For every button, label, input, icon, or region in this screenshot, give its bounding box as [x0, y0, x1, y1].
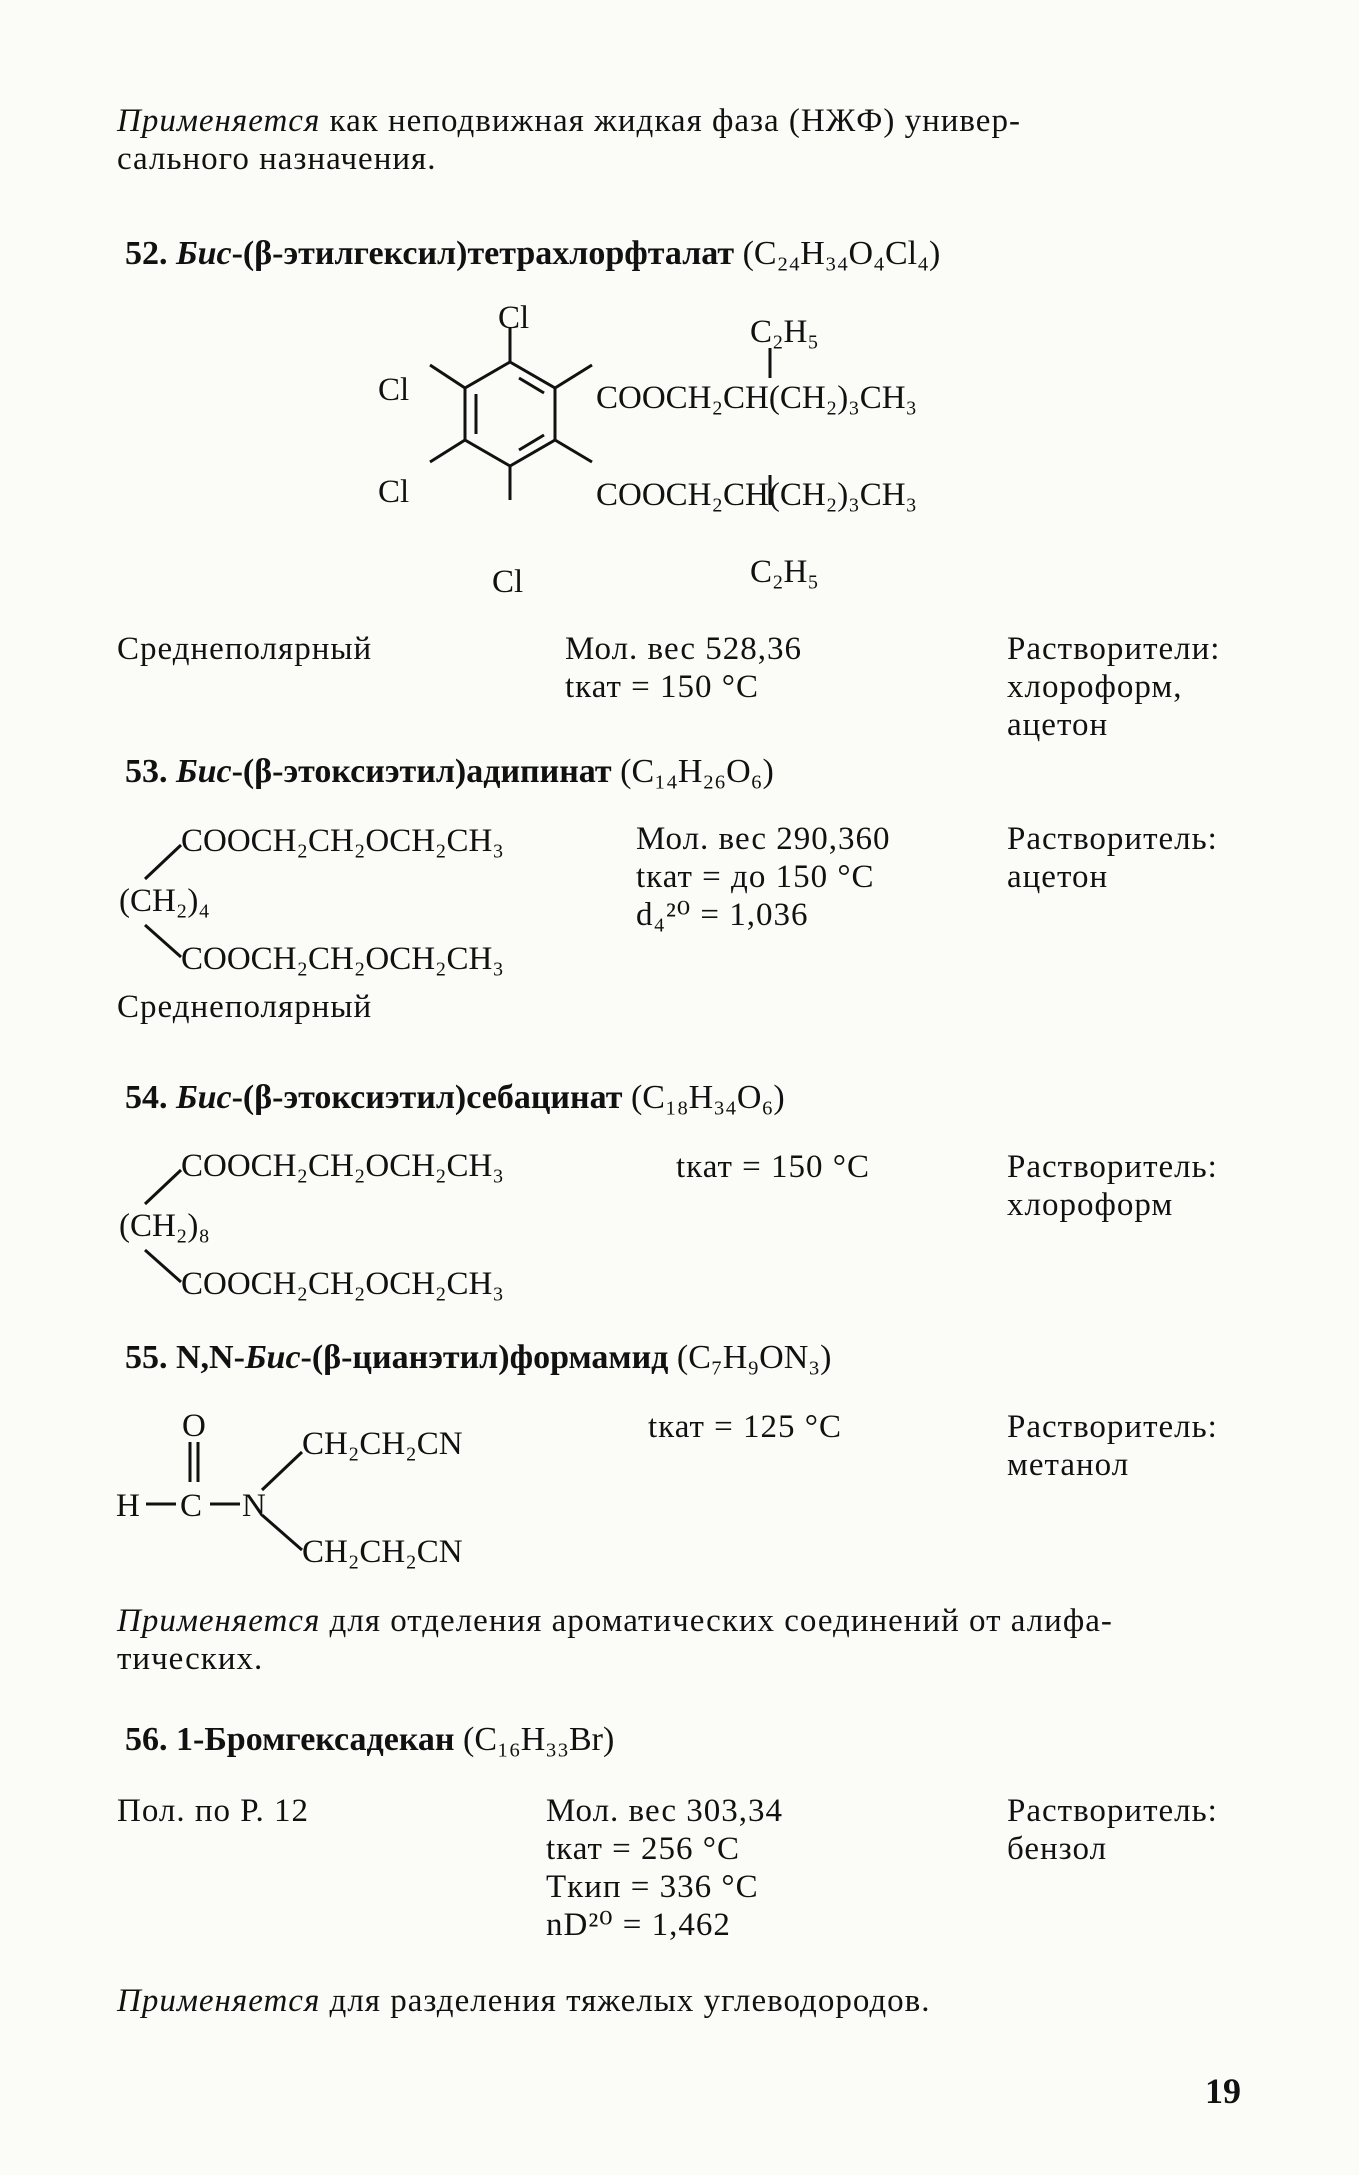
prop-line: tкат = 150 °C	[565, 669, 759, 705]
sebacate-top: COOCH₂CH₂OCH₂CH₃	[181, 1148, 504, 1184]
entry-55-props	[648, 1408, 842, 1446]
solvent-line: Растворитель:	[1007, 821, 1218, 857]
prop-line: tкат = до 150 °C	[636, 859, 875, 895]
prop-line: nD²⁰ = 1,462	[546, 1907, 731, 1943]
cl-left-upper: Cl	[378, 372, 410, 408]
benzene-ring	[465, 362, 555, 466]
entry-55-prefix: N,N-	[176, 1339, 245, 1376]
entry-52-number: 52.	[125, 235, 168, 272]
adipate-top: COOCH₂CH₂OCH₂CH₃	[181, 823, 504, 859]
entry-52-structure	[360, 300, 1000, 610]
solvent-line: метанол	[1007, 1447, 1130, 1483]
prop-line: tкат = 256 °C	[546, 1831, 740, 1867]
amide-nitrogen: N	[242, 1488, 266, 1524]
prop-line: Tкип = 336 °C	[546, 1869, 759, 1905]
entry-55-number: 55.	[125, 1339, 168, 1376]
intro-text-1: как неподвижная жидкая фаза (НЖФ) универ-	[329, 103, 1021, 139]
entry-54-name: -(β-этоксиэтил)себацинат	[231, 1079, 623, 1116]
ethyl-top: C₂H₅	[750, 314, 819, 350]
solvent-line: ацетон	[1007, 859, 1109, 895]
entry-56-number: 56.	[125, 1721, 168, 1758]
entry-54-number: 54.	[125, 1079, 168, 1116]
prop-line: Мол. вес 528,36	[565, 631, 803, 667]
entry-55-heading	[125, 1338, 831, 1378]
entry-54-solvent	[1007, 1148, 1218, 1224]
prop-line: tкат = 150 °C	[676, 1149, 870, 1185]
entry-54-formula: (C₁₈H₃₄O₆)	[630, 1079, 785, 1116]
adipate-bottom: COOCH₂CH₂OCH₂CH₃	[181, 941, 504, 977]
cl-top: Cl	[498, 300, 530, 336]
entry-53-name-italic: Бис	[176, 753, 232, 790]
entry-54-name-italic: Бис	[176, 1079, 232, 1116]
entry-56-solvent	[1007, 1792, 1218, 1868]
solvent-line: Растворитель:	[1007, 1149, 1218, 1185]
sebacate-bottom: COOCH₂CH₂OCH₂CH₃	[181, 1266, 504, 1302]
carbonyl-carbon: C	[180, 1488, 203, 1524]
entry-55-note-line-2: тических.	[117, 1641, 264, 1677]
entry-56-name: 1-Бромгексадекан	[176, 1721, 455, 1758]
ester-top: COOCH₂CH(CH₂)₃CH₃	[596, 380, 918, 416]
entry-56-props	[546, 1792, 783, 1944]
entry-53-number: 53.	[125, 753, 168, 790]
entry-52-polarity: Среднеполярный	[117, 631, 373, 667]
entry-54-props	[676, 1148, 870, 1186]
entry-55-formula: (C₇H₉ON₃)	[676, 1339, 832, 1376]
note-text: для отделения ароматических соединений от алифа-	[329, 1603, 1113, 1639]
cyanoethyl-top: CH₂CH₂CN	[302, 1426, 463, 1462]
note-lead: Применяется	[117, 1983, 321, 2019]
carbonyl-oxygen: O	[182, 1408, 206, 1444]
entry-54-heading	[125, 1078, 785, 1118]
intro-lead: Применяется	[117, 103, 321, 139]
entry-52-formula: (C₂₄H₃₄O₄Cl₄)	[742, 235, 941, 272]
entry-55-note-line-1	[117, 1602, 1113, 1640]
ester-bottom: COOCH₂CH(CH₂)₃CH₃	[596, 477, 918, 513]
formyl-hydrogen: H	[116, 1488, 140, 1524]
solvent-line: хлороформ,	[1007, 669, 1183, 705]
entry-55-name: -(β-цианэтил)формамид	[300, 1339, 669, 1376]
entry-56-source: Пол. по Р. 12	[117, 1793, 310, 1829]
entry-53-name: -(β-этоксиэтил)адипинат	[231, 753, 612, 790]
entry-53-props	[636, 820, 891, 934]
entry-52-name: -(β-этилгексил)тетрахлорфталат	[231, 235, 735, 272]
entry-56-formula: (C₁₆H₃₃Br)	[463, 1721, 615, 1758]
entry-53-heading	[125, 752, 774, 792]
solvent-line: Растворитель:	[1007, 1793, 1218, 1829]
entry-52-props	[565, 630, 802, 706]
entry-53-polarity: Среднеполярный	[117, 989, 373, 1025]
note-lead: Применяется	[117, 1603, 321, 1639]
entry-55-name-italic: Бис	[244, 1339, 301, 1376]
solvent-line: хлороформ	[1007, 1187, 1174, 1223]
sebacate-middle: (CH₂)₈	[119, 1208, 210, 1244]
entry-53-formula: (C₁₄H₂₆O₆)	[620, 753, 774, 790]
entry-56-heading	[125, 1720, 614, 1760]
intro-line-2: сального назначения.	[117, 141, 437, 177]
entry-54-structure	[115, 1140, 585, 1305]
prop-line: d₄²⁰ = 1,036	[636, 897, 809, 933]
entry-52-heading	[125, 234, 940, 274]
entry-52-solvent	[1007, 630, 1220, 744]
page-number: 19	[1205, 2071, 1241, 2111]
entry-52-name-italic: Бис	[176, 235, 232, 272]
ethyl-bottom: C₂H₅	[750, 554, 819, 590]
entry-53-solvent	[1007, 820, 1218, 896]
entry-55-solvent	[1007, 1408, 1218, 1484]
solvent-line: бензол	[1007, 1831, 1108, 1867]
solvent-line: Растворитель:	[1007, 1409, 1218, 1445]
solvent-line: ацетон	[1007, 707, 1109, 743]
prop-line: Мол. вес 290,360	[636, 821, 891, 857]
note-text: для разделения тяжелых углеводородов.	[329, 1983, 931, 2019]
solvent-line: Растворители:	[1007, 631, 1221, 667]
cl-bottom: Cl	[492, 564, 524, 600]
cyanoethyl-bottom: CH₂CH₂CN	[302, 1534, 463, 1570]
entry-56-note	[117, 1982, 931, 2020]
adipate-middle: (CH₂)₄	[119, 883, 210, 919]
prop-line: tкат = 125 °C	[648, 1409, 842, 1445]
entry-53-structure	[115, 815, 585, 980]
cl-left-lower: Cl	[378, 474, 410, 510]
intro-line-1	[117, 102, 1021, 140]
prop-line: Мол. вес 303,34	[546, 1793, 784, 1829]
entry-55-structure	[112, 1400, 582, 1575]
